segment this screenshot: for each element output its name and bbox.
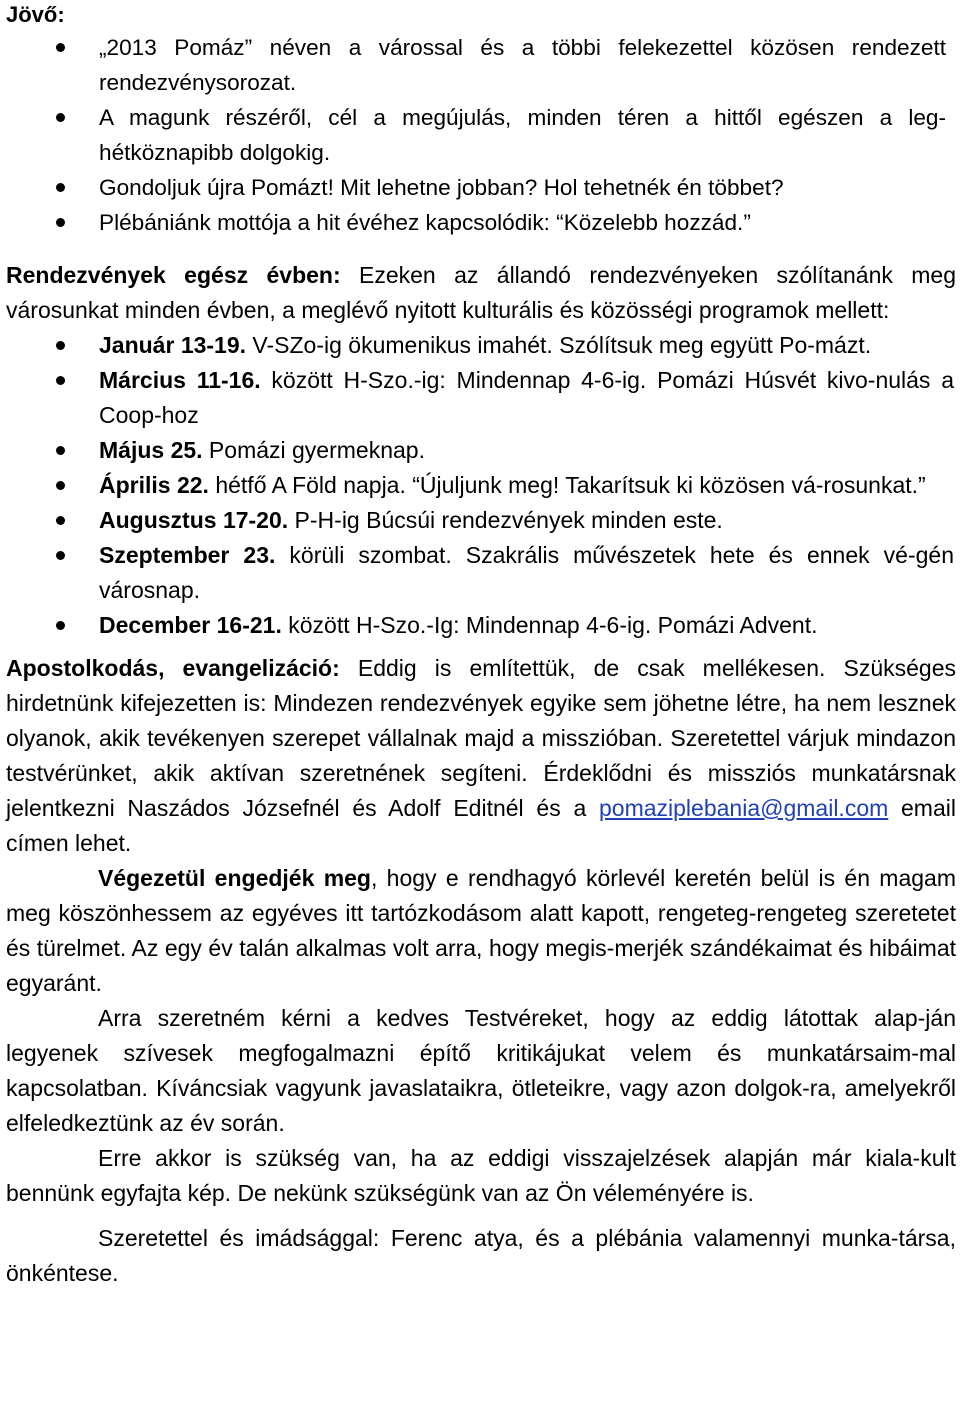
event-date: Január 13-19.	[99, 332, 247, 358]
event-date: Augusztus 17-20.	[99, 507, 289, 533]
bullet-icon	[56, 481, 65, 490]
event-item	[6, 363, 956, 433]
list-item: Plébániánk mottója a hit évéhez kapcsolódik: “Közelebb hozzád.”	[0, 205, 960, 240]
events-list	[6, 328, 956, 643]
event-text: V-SZo-ig ökumenikus imahét. Szólítsuk meg együtt Po-mázt.	[246, 332, 872, 358]
event-date: Április 22.	[99, 472, 209, 498]
apostolate-label: Apostolkodás, evangelizáció:	[6, 655, 340, 681]
closing-paragraph-3: Erre akkor is szükség van, ha az eddigi visszajelzések alapján már kiala-kult bennünk egyfajta kép. De nekünk szükségünk van az Ön véleményére is.	[6, 1145, 956, 1206]
bullet-icon	[56, 218, 65, 227]
event-date: Március 11-16.	[99, 367, 261, 393]
event-text: között H-Szo.-ig: Mindennap 4-6-ig. Pomázi Húsvét kivo-nulás a Coop-hoz	[99, 367, 954, 428]
list-item: „2013 Pomáz” néven a várossal és a többi felekezettel közösen rendezett rendezvénysorozat.	[0, 30, 960, 100]
bullet-icon	[56, 516, 65, 525]
event-date: December 16-21.	[99, 612, 282, 638]
event-date: Május 25.	[99, 437, 203, 463]
closing-paragraph-2: Arra szeretném kérni a kedves Testvéreket, hogy az eddig látottak alap-ján legyenek szívesek megfogalmazni építő kritikájukat velem és munkatársaim-mal kapcsolatban. Kíváncsiak vagyunk javaslataikra, ötleteikre, vagy azon dolgok-ra, amelyekről elfeledkeztünk az év során.	[6, 1005, 956, 1136]
event-text: hétfő A Föld napja. “Újuljunk meg! Takarítsuk ki közösen vá-rosunkat.”	[208, 472, 926, 498]
future-list	[0, 30, 960, 240]
bullet-icon	[56, 621, 65, 630]
events-label: Rendezvények egész évben:	[6, 262, 341, 288]
event-item	[6, 468, 956, 503]
event-item	[6, 538, 956, 608]
email-link[interactable]: pomaziplebania@gmail.com	[599, 795, 889, 821]
bullet-icon	[56, 551, 65, 560]
apostolate-paragraph: Apostolkodás, evangelizáció: Eddig is említettük, de csak mellékesen. Szükséges hirdetnünk kifejezetten is: Mindezen rendezvények egyike sem jöhetne létre, ha nem lesznek olyanok, akik tevékenyen szerepet vállalnak majd a misszióban. Szeretettel várjuk mindazon testvérünket, akik aktívan szeretnének segíteni. Érdeklődni és missziós munkatársnak jelentkezni Naszádos Józsefnél és Adolf Editnél és a pomaziplebania@gmail.com email címen lehet.	[6, 655, 956, 856]
event-item	[6, 328, 956, 363]
bullet-icon	[56, 183, 65, 192]
event-text: körüli szombat. Szakrális művészetek hete és ennek vé-gén városnap.	[99, 542, 954, 603]
bullet-icon	[56, 446, 65, 455]
event-text: P-H-ig Búcsúi rendezvények minden este.	[288, 507, 723, 533]
bullet-icon	[56, 113, 65, 122]
bullet-icon	[56, 341, 65, 350]
list-item: Gondoljuk újra Pomázt! Mit lehetne jobban? Hol tehetnék én többet?	[0, 170, 960, 205]
event-text: Pomázi gyermeknap.	[202, 437, 425, 463]
list-item: A magunk részéről, cél a megújulás, minden téren a hittől egészen a leg-hétköznapibb dolgokig.	[0, 100, 960, 170]
letter-body	[6, 258, 956, 1291]
bullet-icon	[56, 43, 65, 52]
event-item	[6, 503, 956, 538]
event-item	[6, 433, 956, 468]
event-date: Szeptember 23.	[99, 542, 276, 568]
events-intro: Rendezvények egész évben: Ezeken az állandó rendezvényeken szólítanánk meg városunkat minden évben, a meglévő nyitott kulturális és közösségi programok mellett:	[6, 262, 956, 323]
signature: Szeretettel és imádsággal: Ferenc atya, és a plébánia valamennyi munka-társa, önkéntese.	[6, 1225, 956, 1286]
section-heading: Jövő:	[6, 2, 65, 27]
event-item	[6, 608, 956, 643]
bullet-icon	[56, 376, 65, 385]
closing-paragraph-1: Végezetül engedjék meg, hogy e rendhagyó körlevél keretén belül is én magam meg köszönhessem az egyéves itt tartózkodásom alatt kapott, rengeteg-rengeteg szeretetet és türelmet. Az egy év talán alkalmas volt arra, hogy megis-merjék szándékaimat és hibáimat egyaránt.	[6, 865, 956, 996]
event-text: között H-Szo.-Ig: Mindennap 4-6-ig. Pomázi Advent.	[281, 612, 818, 638]
